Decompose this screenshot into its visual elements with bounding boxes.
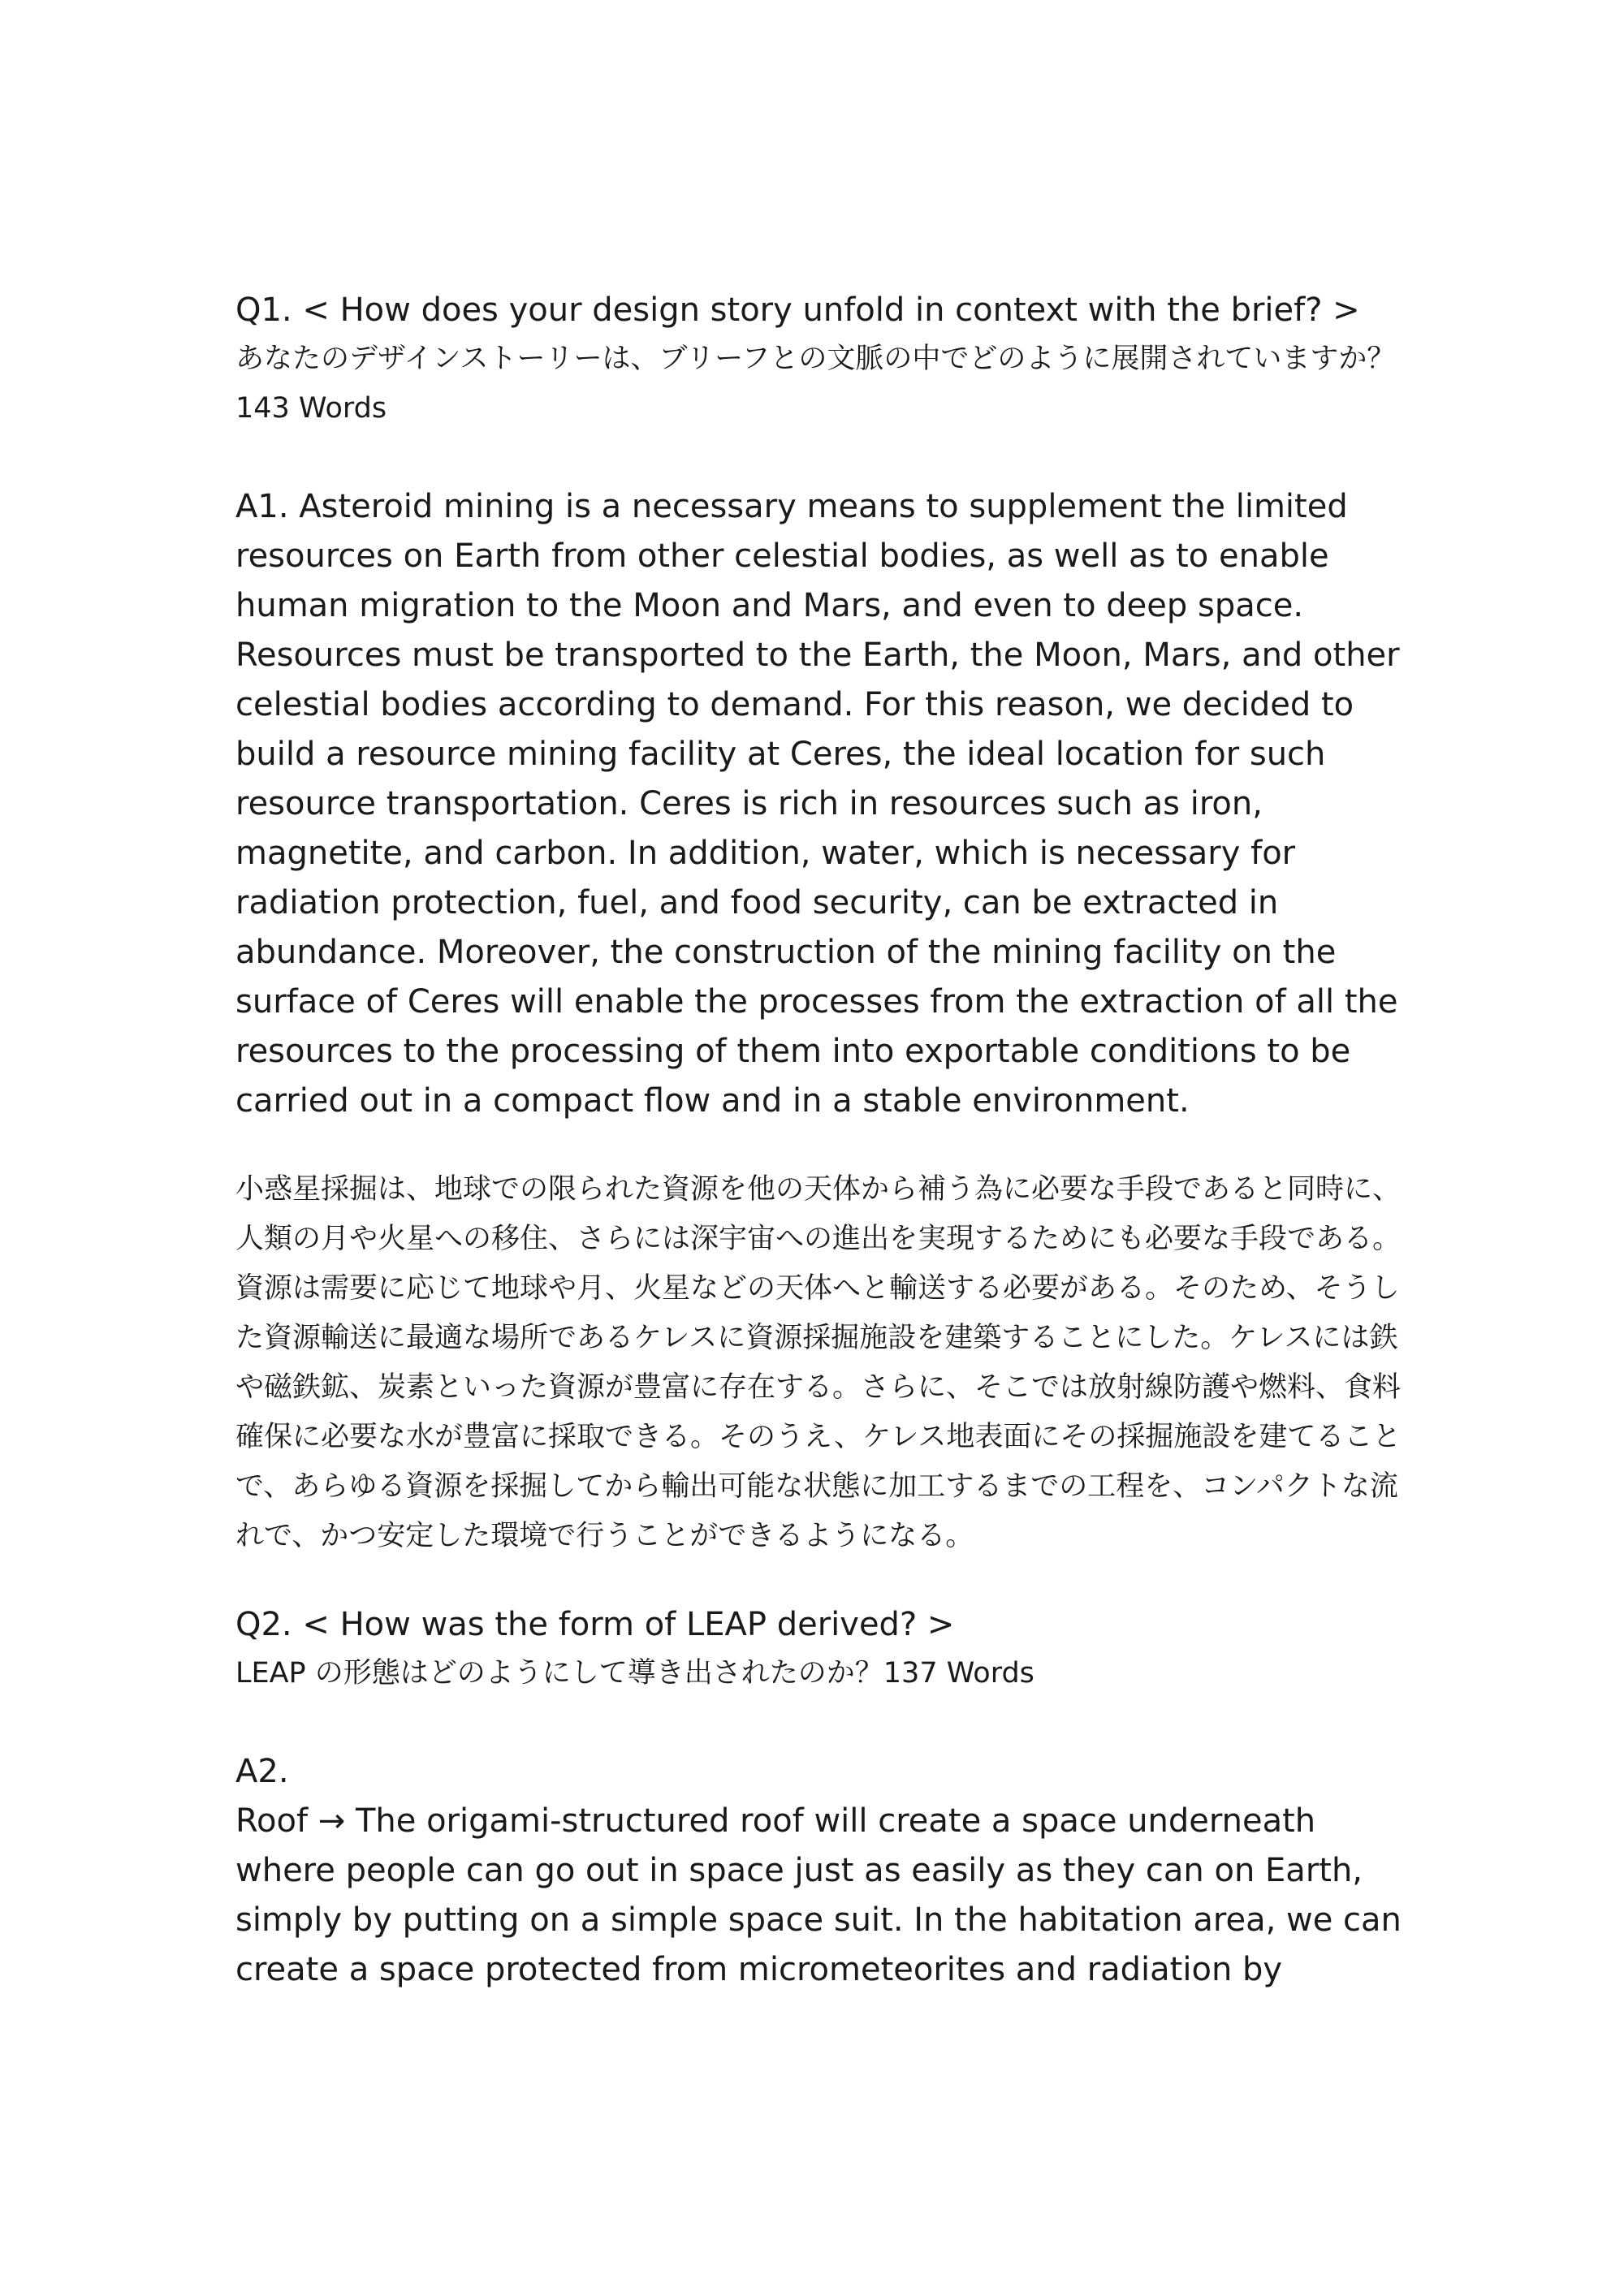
spacer — [235, 1126, 1421, 1165]
answer-1-english — [235, 482, 1421, 1126]
question-1-japanese: あなたのデザインストーリーは、ブリーフとの文脈の中でどのように展開されていますか？143 Words — [235, 343, 1396, 425]
question-2-japanese: LEAP の形態はどのようにして導き出されたのか？137 Words — [235, 1657, 1034, 1690]
answer-2-label: A2. — [235, 1753, 289, 1790]
question-2: Q2. < How was the form of LEAP derived? > — [235, 1606, 955, 1643]
spacer — [235, 1698, 1421, 1747]
answer-2-english: Roof → The origami-structured roof will create a space underneath where people can go out in space just as easily as they can on Earth, simply by putting on a simple space suit. In the habitation area, we can create a space protected from micrometeorites and radiation by — [235, 1802, 1402, 1988]
answer-1-japanese: 小惑星採掘は、地球での限られた資源を他の天体から補う為に必要な手段であると同時に、人類の月や火星への移住、さらには深宇宙への進出を実現するためにも必要な手段である。資源は需要に応じて地球や月、火星などの天体へと輸送する必要がある。そのため、そうした資源輸送に最適な場所であるケレスに資源採掘施設を建築することにした。ケレスには鉄や磁鉄鉱、炭素といった資源が豊富に存在する。さらに、そこでは放射線防護や燃料、食料確保に必要な水が豊富に採取できる。そのうえ、ケレス地表面にその採掘施設を建てることで、あらゆる資源を採掘してから輸出可能な状態に加工するまでの工程を、コンパクトな流れで、かつ安定した環境で行うことができるようになる。 — [235, 1173, 1402, 1552]
answer-1-text: Asteroid mining is a necessary means to supplement the limited resources on Earth from other celestial bodies, as well as to enable human migration to the Moon and Mars, and even to deep space. Resources must be transported to the Earth, the Moon, Mars, and other celestial bodies according to demand. For this reason, we decided to build a resource mining facility at Ceres, the ideal location for such resource transportation. Ceres is rich in resources such as iron, magnetite, and carbon. In addition, water, which is necessary for radiation protection, fuel, and food security, can be extracted in abundance. Moreover, the construction of the mining facility on the surface of Ceres will enable the processes from the extraction of all the resources to the processing of them into exportable conditions to be carried out in a compact flow and in a stable environment. — [235, 488, 1400, 1120]
answer-1-label: A1. — [235, 488, 289, 525]
spacer — [235, 1561, 1421, 1600]
spacer — [235, 434, 1421, 482]
question-1: Q1. < How does your design story unfold in context with the brief? > — [235, 291, 1360, 329]
document-body — [235, 286, 1421, 1995]
